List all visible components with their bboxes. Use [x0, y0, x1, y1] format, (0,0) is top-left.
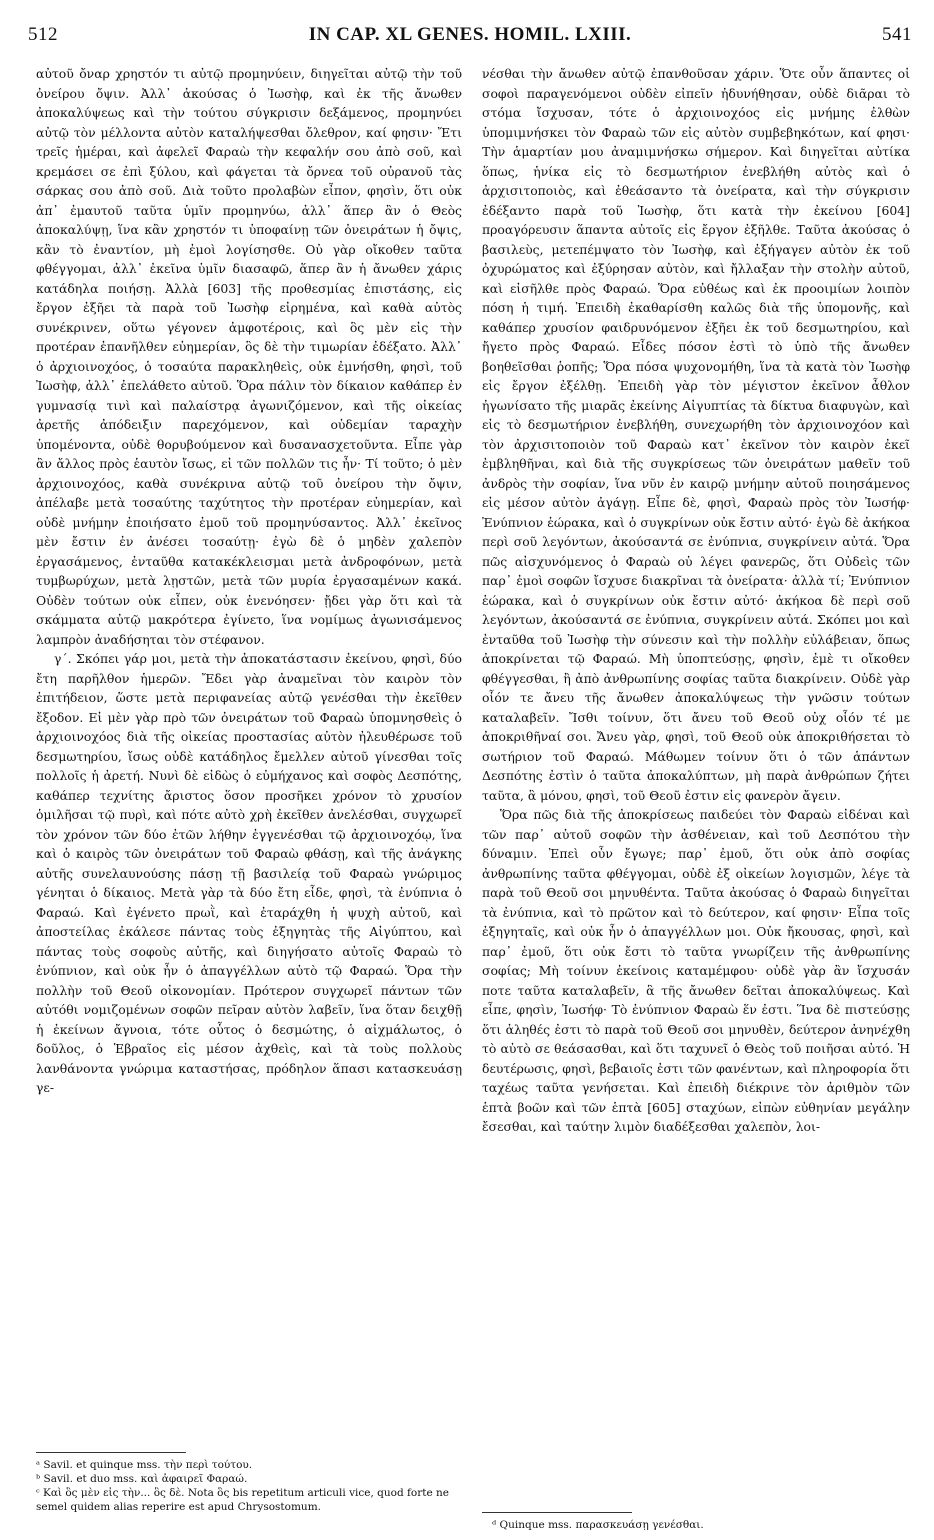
- running-header: [28, 20, 912, 50]
- footnote: ᵇ Savil. et duo mss. καὶ ἀφαιρεῖ Φαραώ.: [36, 1473, 248, 1485]
- footnote: ᵃ Savil. et quinque mss. τὴν περὶ τούτου.: [36, 1459, 253, 1471]
- footnote: ᶜ Καὶ ὃς μὲν εἰς τὴν... ὃς δὲ. Nota ὃς bis repetitum articuli vice, quod forte ne semel quidem alias reperire est apud Chrysostomum.: [36, 1487, 450, 1513]
- paragraph: νέσθαι τὴν ἄνωθεν αὐτῷ ἐπανθοῦσαν χάριν. Ὅτε οὖν ἅπαντες οἱ σοφοὶ παραγενόμενοι οὐδὲν εἰπεῖν ἠδυνήθησαν, οὐδὲ διᾶραι τὸ στόμα ἴσχυσαν, τότε ὁ ἀρχιοινοχόος εἰς μνήμης ἐλθὼν ὑπομιμνήσκει τὸν Φαραὼ τῶν εἰς αὐτὸν συμβεβηκότων, καί φησι· Τὴν ἁμαρτίαν μου ἀναμιμνήσκω σήμερον. Καὶ διηγεῖται αὐτίκα ὅπως, ἡνίκα εἰς τὸ δεσμωτήριον ἐνεβλήθη αὐτὸς καὶ ὁ ἀρχισιτοποιὸς, καὶ ἐθεάσαντο τὰ ὀνείρατα, καὶ τὴν σύγκρισιν ἐδέξαντο παρὰ τοῦ Ἰωσὴφ, ὅτι κατὰ τὴν ἐκείνου [604] προαγόρευσιν ἅπαντα αὐτοῖς εἰς ἔργον ἐξῆλθε. Ταῦτα ἀκούσας ὁ βασιλεὺς, μετεπέμψατο τὸν Ἰωσὴφ, καὶ ἐξήγαγεν αὐτὸν ἐκ τοῦ ὀχυρώματος καὶ ἐξύρησαν αὐτὸν, καὶ ἤλλαξαν τὴν στολὴν αὐτοῦ, καὶ εἰσῆλθε πρὸς Φαραώ. Ὅρα εὐθέως καὶ ἐκ προοιμίων λοιπὸν πόση ἡ τιμή. Ἐπειδὴ ἐκαθαρίσθη καλῶς διὰ τῆς ὑπομονῆς, καὶ καθάπερ χρυσίον φαιδρυνόμενον ἐξῆει ἐκ τοῦ δεσμωτηρίου, καὶ ἤγετο πρὸς Φαραώ. Εἶδες πόσον ἐστὶ τὸ ὑπὸ τῆς ἄνωθεν βοηθεῖσθαι ῥοπῆς; Ὅρα πόσα ψυχονομήθη, ἵνα τὰ κατὰ τὸν Ἰωσὴφ εἰς ἔργον ἐξέλθῃ. Ἐπειδὴ γὰρ τὸν μέγιστον ἐκεῖνον ἆθλον ἠγωνίσατο τῆς μιαρᾶς ἐκείνης Αἰγυπτίας τὰ δίκτυα διαφυγὼν, καὶ εἰς τὸ δεσμωτήριον ἐνεβλήθη, συνεχωρήθη τὸν ἀρχιοινοχόον καὶ τὸν ἀρχισιτοποιὸν τοῦ Φαραὼ κατ᾽ ἐκεῖνον τὸν καιρὸν ἐκεῖ ἐμβληθῆναι, καὶ διὰ τῆς συγκρίσεως τῶν ὀνειράτων μαθεῖν τοῦ ἀνδρὸς τὴν σοφίαν, ἵνα νῦν ἐν καιρῷ μνήμην αὐτοῦ ποιησάμενος εἰς μέσον αὐτὸν ἀγάγῃ. Εἶπε δὲ, φησὶ, Φαραὼ πρὸς τὸν Ἰωσήφ· Ἐνύπνιον ἑώρακα, καὶ ὁ συγκρίνων οὐκ ἔστιν αὐτό· ἐγὼ δὲ ἀκήκοα περὶ σοῦ λεγόντων, ἀκούσαντά σε ἐνύπνια, συγκρίνειν αὐτά. Ὅρα πῶς αἰσχυνόμενος ὁ Φαραὼ οὐ λέγει φανερῶς, ὅτι Οὐδεὶς τῶν παρ᾽ ἐμοὶ σοφῶν ἴσχυσε διακρῖναι τὰ ὀνείρατα· ἀλλὰ τί; Ἐνύπνιον ἑώρακα, καὶ ὁ συγκρίνων οὐκ ἔστιν αὐτό· ἀκήκοα δὲ περὶ σοῦ λεγόντων, ἀκούσαντά σε ἐνύπνια, συγκρίνειν αὐτά. Σκόπει μοι καὶ ἐνταῦθα τοῦ Ἰωσὴφ τὴν σύνεσιν καὶ τὴν πολλὴν εὐλάβειαν, ὅπως ἀποκρίνεται τῷ Φαραώ. Μὴ ὑποπτεύσῃς, φησὶν, ἐμὲ τι οἴκοθεν φθέγγεσθαι, ἢ ἀπὸ ἀνθρωπίνης σοφίας ταῦτα διακρίνειν. Οὐδὲ γὰρ οἷόν τε ἄνευ τῆς ἄνωθεν ἀποκαλύψεως τὴν γνῶσιν τούτων καταλαβεῖν. Ἴσθι τοίνυν, ὅτι ἄνευ τοῦ Θεοῦ οὐχ οἷόν τέ με ἀποκριθῆναί σοι. Ἄνευ γὰρ, φησὶ, τοῦ Θεοῦ οὐκ ἀποκριθήσεται τὸ σωτήριον τοῦ Φαραώ. Μάθωμεν τοίνυν ὅτι ὁ τῶν ἁπάντων Δεσπότης ἐστὶν ὁ ταῦτα ἀποκαλύπτων, μὴ παρὰ ἀνθρώπων ζήτει ταῦτα, ἃ μόνου, φησὶ, τοῦ Θεοῦ ἐστιν εἰς φανερὸν ἄγειν.: [482, 66, 910, 803]
- page-number-left: 512: [28, 24, 58, 45]
- page-number-right: 541: [882, 24, 912, 45]
- left-column: [36, 64, 462, 1098]
- footnotes-right: [492, 1518, 902, 1532]
- footnote-rule: [482, 1512, 632, 1513]
- paragraph: γ´. Σκόπει γάρ μοι, μετὰ τὴν ἀποκατάστασιν ἐκείνου, φησὶ, δύο ἔτη παρῆλθον ἡμερῶν. Ἔδει γὰρ ἀναμεῖναι τὸν καιρὸν τὸν ἐπιτήδειον, ὥστε μετὰ περιφανείας αὐτῷ γενέσθαι τὴν ἐκεῖθεν ἔξοδον. Εἰ μὲν γὰρ πρὸ τῶν ὀνειράτων τοῦ Φαραὼ ὑπομνησθεὶς ὁ ἀρχιοινοχόος διὰ τῆς οἰκείας προστασίας αὐτὸν ἠλευθέρωσε τοῦ δεσμωτηρίου, ἴσως οὐδὲ κατάδηλος ἔμελλεν αὐτοῦ γίνεσθαι τοῖς πολλοῖς ἡ ἀρετή. Νυνὶ δὲ εἰδὼς ὁ εὐμήχανος καὶ σοφὸς Δεσπότης, καθάπερ τεχνίτης ἄριστος ὅσον προσῆκει χρόνον τὸ χρυσίον ὁμιλῆσαι τῷ πυρὶ, καὶ πότε αὐτὸ χρὴ ἐκεῖθεν ἀνελέσθαι, συγχωρεῖ τὸν χρόνον τῶν δύο ἐτῶν λήθην ἐγγενέσθαι τῷ ἀρχιοινοχόῳ, ἵνα καὶ ὁ καιρὸς τῶν ὀνειράτων τοῦ Φαραὼ φθάσῃ, καὶ τῆς ἀνάγκης αὐτῆς συνελαυνούσης πάσῃ τῇ βασιλείᾳ τοῦ Φαραὼ γνώριμος γένηται ὁ δίκαιος. Μετὰ γὰρ τὰ δύο ἔτη εἶδε, φησὶ, τὰ ἐνύπνια ὁ Φαραώ. Καὶ ἐγένετο πρωῒ, καὶ ἐταράχθη ἡ ψυχὴ αὐτοῦ, καὶ ἀποστείλας ἐκάλεσε πάντας τοὺς ἐξηγητὰς τῆς Αἰγύπτου, καὶ πάντας τοὺς σοφοὺς αὐτῆς, καὶ διηγήσατο αὐτοῖς Φαραὼ τὸ ἐνύπνιον, καὶ οὐκ ἦν ὁ ἀπαγγέλλων αὐτὸ τῷ Φαραώ. Ὅρα τὴν πολλὴν τοῦ Θεοῦ οἰκονομίαν. Πρότερον συγχωρεῖ πάντων τῶν αὐτόθι νομιζομένων σοφῶν πεῖραν αὐτὸν λαβεῖν, ἵνα ὅταν δειχθῇ ἡ ἐκείνων ἄγνοια, τότε οὗτος ὁ δεσμώτης, ὁ αἰχμάλωτος, ὁ δοῦλος, ὁ Ἑβραῖος εἰς μέσον ἀχθεὶς, καὶ τὰ τοὺς πολλοὺς λανθάνοντα γνώριμα καταστήσας, πρόδηλον ἅπασι κατασκευάσῃ γε-: [36, 651, 462, 1095]
- running-title: IN CAP. XL GENES. HOMIL. LXIII.: [308, 24, 632, 45]
- footnotes-left: [36, 1458, 456, 1514]
- footnote: ᵈ Quinque mss. παρασκευάσῃ γενέσθαι.: [492, 1519, 704, 1531]
- footnote-rule: [36, 1452, 186, 1453]
- paragraph: αὐτοῦ ὄναρ χρηστόν τι αὐτῷ προμηνύειν, διηγεῖται αὐτῷ τὴν τοῦ ὀνείρου ὄψιν. Ἀλλ᾽ ἀκούσας ὁ Ἰωσὴφ, καὶ ἐκ τῆς ἄνωθεν ἀποκαλύψεως καὶ τὴν τούτου σύγκρισιν δεξάμενος, προμηνύει αὐτῷ τὸν μέλλοντα αὐτὸν καταλήψεσθαι ὄλεθρον, καί φησιν· Ἔτι τρεῖς ἡμέραι, καὶ ἀφελεῖ Φαραὼ τὴν κεφαλήν σου ἀπὸ σοῦ, καὶ κρεμάσει σε ἐπὶ ξύλου, καὶ φάγεται τὰ ὄρνεα τοῦ οὐρανοῦ τὰς σάρκας σου ἀπὸ σοῦ. Διὰ τοῦτο προλαβὼν εἶπον, φησὶν, ὅτι οὐκ ἀπ᾽ ἐμαυτοῦ ταῦτα ὑμῖν προμηνύω, ἀλλ᾽ ἅπερ ἂν ὁ Θεὸς ἀποκαλύψῃ, ἵνα κἂν χρηστόν τι ὑποφαίνῃ τῶν ὀνειράτων ἡ ὄψις, κἂν τὸ ἐναντίον, μὴ ἐμοὶ λογίσησθε. Οὐ γὰρ οἴκοθεν ταῦτα φθέγγομαι, ἀλλ᾽ ἐκεῖνα ὑμῖν διασαφῶ, ἅπερ ἂν ἡ ἄνωθεν χάρις κατάδηλα ποιήσῃ. Ἀλλὰ [603] τῆς προθεσμίας ἐπιστάσης, εἰς ἔργον ἐξῆει τὰ παρὰ τοῦ Ἰωσὴφ εἰρημένα, καὶ καθὰ αὐτὸς συνέκρινεν, οὕτω γέγονεν ἀμφοτέροις, καὶ ὃς μὲν εἰς τὴν προτέραν ἐπανῆλθεν εὐημερίαν, ὃς δὲ τὴν τιμωρίαν ἐδέξατο. Ἀλλ᾽ ὁ ἀρχιοινοχόος, ὁ τοσαύτα παρακληθεὶς, οὐκ ἐμνήσθη, φησὶ, τοῦ Ἰωσὴφ, ἀλλ᾽ ἐπελάθετο αὐτοῦ. Ὅρα πάλιν τὸν δίκαιον καθάπερ ἐν γυμνασίᾳ τινὶ καὶ παλαίστρᾳ ἀγωνιζόμενον, καὶ τῆς οἰκείας ἀρετῆς ἀπόδειξιν παρεχόμενον, καὶ οὐδεμίαν ταραχὴν ὑπομένοντα, οὐδὲ θορυβούμενον καὶ δυσανασχετοῦντα. Εἶπε γὰρ ἂν ἄλλος πρὸς ἑαυτὸν ἴσως, εἰ τῶν πολλῶν τις ἦν· Τί τοῦτο; ὁ μὲν ἀρχιοινοχόος, καθὰ συνέκρινα αὐτῷ τοῦ ὀνείρου τὴν ὄψιν, ἀπέλαβε μετὰ τοσαύτης ταχύτητος τὴν προτέραν εὐημερίαν, καὶ οὐδὲ μνήμην ἐποιήσατο ἐμοῦ τοῦ προμηνύσαντος. Ἀλλ᾽ ἐκεῖνος μὲν ἔστιν ἐν ἀνέσει τοσαύτῃ· ἐγὼ δὲ ὁ μηδὲν χαλεπὸν ἐργασάμενος, ἐνταῦθα κατακέκλεισμαι μετὰ ἀνδροφόνων, μετὰ τυμβωρύχων, μετὰ λῃστῶν, μετὰ τῶν μυρία ἐργασαμένων κακά. Οὐδὲν τούτων οὐκ εἶπεν, οὐκ ἐνενόησεν· ᾔδει γὰρ ὅτι καὶ τὰ σκάμματα αὐτῷ μακρότερα ἐγίνετο, ἵνα νομίμως ἀγωνισάμενος λαμπρὸν ἀναδήσηται τὸν στέφανον.: [36, 66, 462, 647]
- right-column: [482, 64, 910, 1137]
- paragraph: Ὅρα πῶς διὰ τῆς ἀποκρίσεως παιδεύει τὸν Φαραὼ εἰδέναι καὶ τῶν παρ᾽ αὐτοῦ σοφῶν τὴν ἀσθένειαν, καὶ τοῦ Δεσπότου τὴν δύναμιν. Ἐπεὶ οὖν ἔγωγε; παρ᾽ ἐμοῦ, ὅτι οὐκ ἀπὸ σοφίας ἀνθρωπίνης ταῦτα φθέγγομαι, οὐδὲ ἐξ οἰκείων λογισμῶν, λέγε τὰ παρὰ τοῦ Θεοῦ σοι μηνυθέντα. Ταῦτα ἀκούσας ὁ Φαραὼ διηγεῖται τὰ ἐνύπνια, καὶ τὸ πρῶτον καὶ τὸ δεύτερον, καί φησιν· Εἶπα τοῖς ἐξηγηταῖς, καὶ οὐκ ἦν ὁ ἀπαγγέλλων μοι. Οὐκ ἤκουσας, φησὶ, καὶ παρ᾽ ἐμοῦ, ὅτι οὐκ ἔστι τὸ ταῦτα γνωρίζειν τῆς ἀνθρωπίνης σοφίας; Μὴ τοίνυν ἐκείνοις καταμέμφου· οὐδὲ γὰρ ἂν ἴσχυσάν ποτε ταῦτα καταλαβεῖν, ἃ τῆς ἄνωθεν δεῖται ἀποκαλύψεως. Καὶ εἶπε, φησὶν, Ἰωσήφ· Τὸ ἐνύπνιον Φαραὼ ἕν ἐστι. Ἵνα δὲ πιστεύσῃς ὅτι ἀληθές ἐστι τὸ παρὰ τοῦ Θεοῦ σοι μηνυθὲν, δεύτερον ἀνηνέχθη τὸ αὐτὸ σε θεάσασθαι, καὶ ὅτι ταχυνεῖ ὁ Θεὸς τοῦ ποιῆσαι αὐτό. Ἡ δευτέρωσις, φησὶ, βεβαιοῖς ἐστι τῶν φανέντων, καὶ πληροφορία ὅτι ταχέως ταῦτα γενήσεται. Καὶ ἐπειδὴ διέκρινε τὸν ἀριθμὸν τῶν ἑπτὰ βοῶν καὶ τῶν ἑπτὰ [605] σταχύων, εἰπὼν εὐθηνίαν μεγάλην ἔσεσθαι, καὶ ταύτην λιμὸν διαδέξεσθαι χαλεπὸν, λοι-: [482, 807, 910, 1134]
